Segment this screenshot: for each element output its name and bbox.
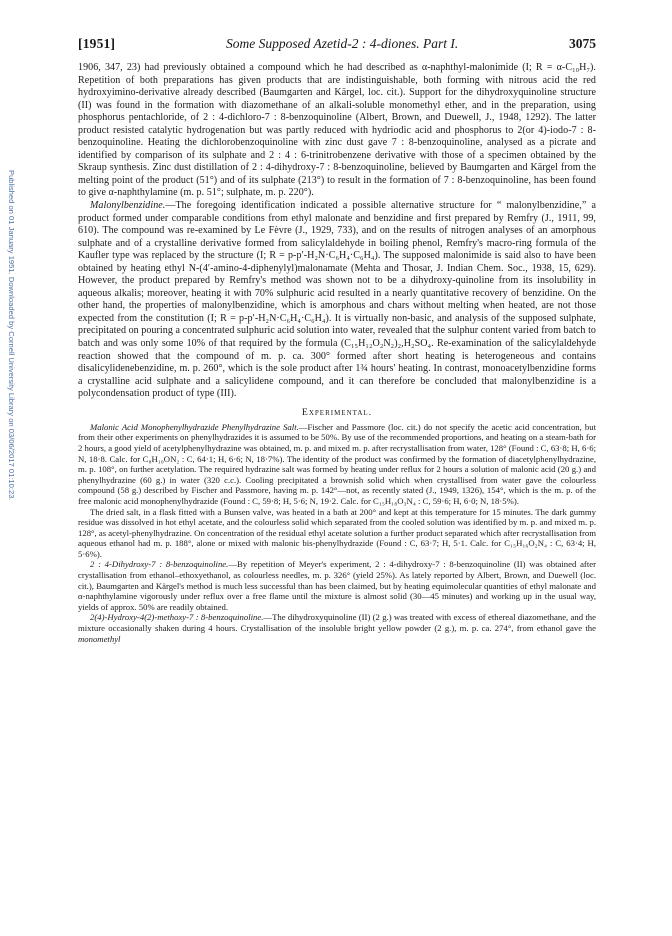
body-text [78, 62, 596, 401]
publication-note: Published on 01 January 1951. Downloaded by Cornell University Library on 03/06/2017 01:10:23. [7, 170, 16, 501]
paragraph [78, 612, 596, 644]
experimental-section [78, 422, 596, 644]
paragraph-text: —The foregoing identification indicated a possible alternative structure for “ malonylbenzidine,” a product formed under comparable conditions from ethyl malonate and benzidine and first prepared by Remfry (J., 1911, 99, 610). The compound was re-examined by Le Fèvre (J., 1929, 733), and on the results of nitrogen analyses of an amorphous sulphate and of a crystalline derivative formed from salicylaldehyde in boiling phenol, Remfry's macro-ring formula of the Kaufler type was replaced by the structure (I; R = p-p′-H₂N·C₆H₄·C₆H₄). The supposed malonimide is said also to have been obtained by heating ethyl N-(4′-amino-4-diphenylyl)malonamate (Mehta and Thosar, J. Indian Chem. Soc., 1938, 15, 629). However, the product prepared by Remfry's method was shown not to be a dihydroxy-quinoline from its insolubility in aqueous alkalis; moreover, heating it with 70% sulphuric acid resulted in a nearly quantitative recovery of benzidine. On the other hand, the properties of malonylbenzidine, which is amorphous and chars without melting when heated, are not those expected from the constitution (I; R = p-p′-H₂N·C₆H₄·C₆H₄). It is virtually non-basic, and analysis of the supposed sulphate, precipitated on pouring a concentrated sulphuric acid solution into water, revealed that the sulphur content varied from batch to batch and was only some 10% of that required by the formula (C₁₅H₁₂O₂N₂)₂,H₂SO₄. Re-examination of the salicylaldehyde reaction showed that the compound of m. p. ca. 300° formed after short heating is heterogeneous and contains disalicylidenebenzidine, m. p. 260°, which is the sole product after 1¾ hours' heating. In contrast, monoacetylbenzidine forms a crystalline acid sulphate and a salicylidene compound, and it can therefore be concluded that malonylbenzidine is a polycondensation product of type (III). [78, 200, 596, 400]
paragraph-heading: Malonylbenzidine. [90, 200, 166, 212]
paragraph-heading: 2 : 4-Dihydroxy-7 : 8-benzoquinoline. [90, 559, 229, 570]
paragraph [78, 422, 596, 507]
paragraph [78, 559, 596, 612]
running-header [78, 36, 596, 54]
page [78, 36, 596, 644]
paragraph: 1906, 347, 23) had previously obtained a compound which he had described as α-naphthyl-malonimide (I; R = α-C₁₀H₇). Repetition of both preparations has given products that are indistinguishable, both forming with nitrous acid the red hydroxyimino-derivative already described (Baumgarten and Kärgel, loc. cit.). Support for the dihydroxyquinoline structure (II) was found in the formation with diazomethane of an alkali-soluble monomethyl ether, and in the preparation, using phosphorus pentachloride, of 2 : 4-dichloro-7 : 8-benzoquinoline (Albert, Brown, and Duewell, J., 1948, 1292). The latter product resisted catalytic hydrogenation but was partly reduced with hydriodic acid and phosphorus to 2(or 4)-iodo-7 : 8-benzoquinoline. Heating the dichlorobenzoquinoline with zinc dust gave 7 : 8-benzoquinoline, analysed as a picrate and identified by comparison of its sulphate and 2 : 4 : 6-trinitrobenzene derivative with those of a specimen obtained by the Skraup synthesis. Zinc dust distillation of 2 : 4-dihydroxy-7 : 8-benzoquinoline, believed by Baumgarten and Kärgel from the melting point of the product (51°) and of its sulphate (213°) to result in the formation of 7 : 8-benzoquinoline, has been found to give α-naphthylamine (m. p. 51°; sulphate, m. p. 220°). [78, 62, 596, 199]
paragraph-text: —By repetition of Meyer's experiment, 2 : 4-dihydroxy-7 : 8-benzoquinoline (II) was obtained after crystallisation from ethanol–ethoxyethanol, as colourless needles, m. p. 326° (yield 25%). As lately reported by Albert, Brown, and Duewell (loc. cit.), Baumgarten and Kärgel's method is much less successful than has been claimed, but by heating equimolecular quantities of ethyl malonate and α-naphthylamine vigorously under reflux over a free flame until the mixture is almost solid (30—45 minutes) and working up in the usual way, yields of approx. 50% are readily obtained. [78, 559, 596, 612]
paragraph-text: —The dihydroxyquinoline (II) (2 g.) was treated with excess of ethereal diazomethane, and the mixture occasionally shaken during 4 hours. Crystallisation of the insoluble bright yellow powder (2 g.), m. p. ca. 274°, from ethanol gave the [78, 612, 597, 634]
section-title: Experimental. [301, 406, 373, 418]
paragraph-heading: Malonic Acid Monophenylhydrazide Phenylhydrazine Salt. [90, 421, 299, 432]
side-note [4, 170, 18, 770]
header-page-number: 3075 [568, 36, 596, 51]
paragraph-heading: 2(4)-Hydroxy-4(2)-methoxy-7 : 8-benzoquinoline. [90, 612, 264, 623]
header-running-title: Some Supposed Azetid-2 : 4-diones. Part I. [225, 36, 459, 51]
paragraph: The dried salt, in a flask fitted with a Bunsen valve, was heated in a bath at 200° and kept at this temperature for 15 minutes. The dark gummy residue was dissolved in hot ethyl acetate, and the colourless solid which separated from the cooled solution was identified by m. p. and mixed m. p. 128°, as acetyl-phenylhydrazine. On concentration of the residual ethyl acetate solution a further product separated which after recrystallisation from aqueous ethanol had m. p. 188°, alone or mixed with malonic bis-phenylhydrazide (Found : C, 63·7; H, 5·1. Calc. for C₁₅H₁₆O₂N₄ : C, 63·4; H, 5·6%). [78, 506, 596, 559]
paragraph [78, 200, 596, 401]
header-year: [1951] [78, 36, 116, 51]
paragraph-text: —Fischer and Passmore (loc. cit.) do not specify the acetic acid concentration, but from their other experiments on phenylhydrazides it is assumed to be 50%. By use of the recommended proportions, and heating on a steam-bath for 2 hours, a good yield of acetylphenylhydrazine was obtained, m. p. and mixed m. p. after recrystallisation from water, 128° (Found : C, 63·8; H, 6·6; N, 18·8. Calc. for C₈H₁₀ON₂ : C, 64·1; H, 6·6; N, 18·7%). The identity of the product was confirmed by the formation of diacetylphenylhydrazine, m. p. 108°, on further acetylation. The required hydrazine salt was formed by heating under reflux for 2 hours a solution of malonic acid (20 g.) and phenylhydrazine (60 g.) in water (320 c.c.). Cooling precipitated a brownish solid which when crystallised from water gave the colourless compound (58 g.) described by Fischer and Passmore, having m. p. 142°—not, as recently stated (J., 1949, 1326), 154°, which is the m. p. of the free malonic acid monophenylhydrazide (Found : C, 59·8; H, 5·6; N, 19·2. Calc. for C₁₅H₁₈O₃N₄ : C, 59·6; H, 6·0; N, 18·5%). [78, 421, 596, 506]
compound-name: monomethyl [78, 633, 121, 644]
